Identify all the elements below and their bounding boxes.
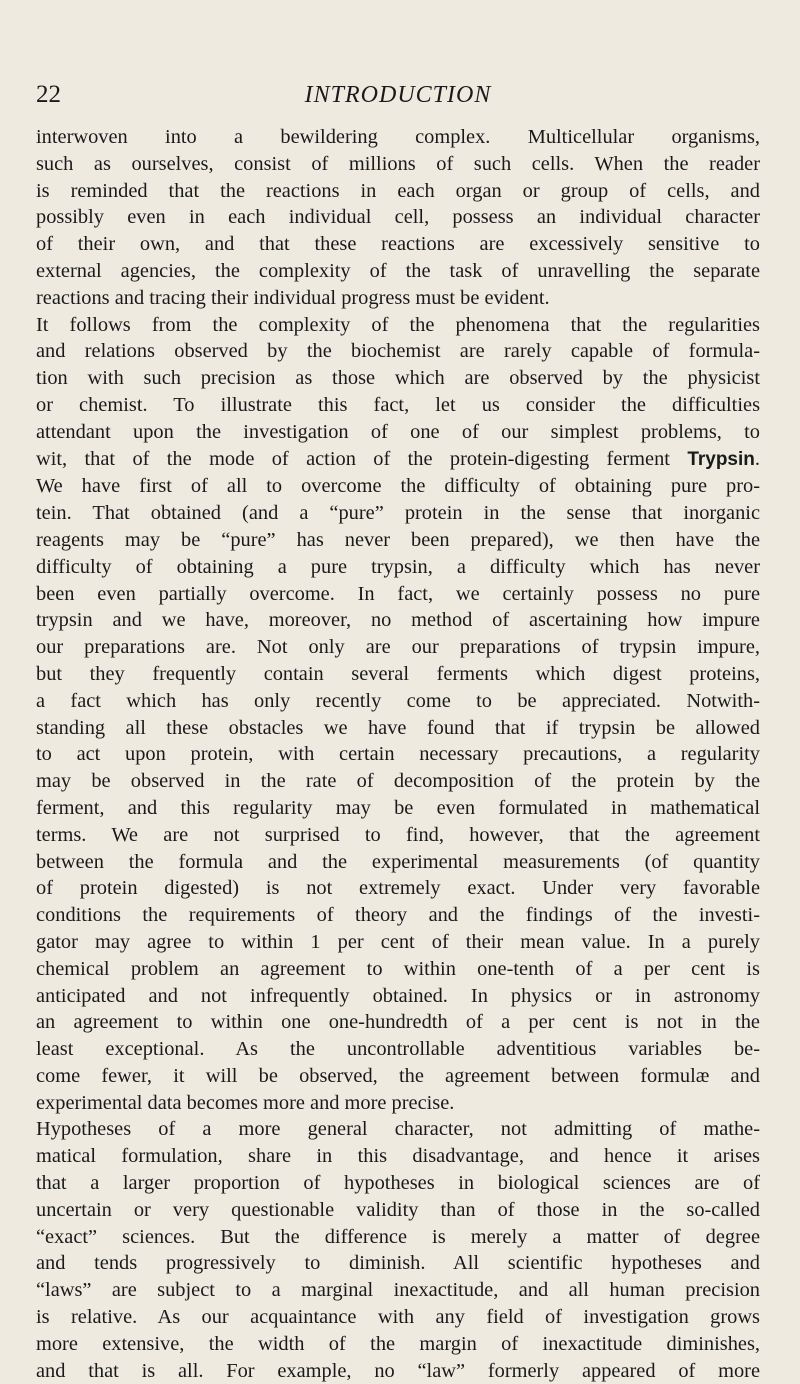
text-line: to act upon protein, with certain necessary precautions, a regularity bbox=[36, 743, 760, 766]
text-line: “laws” are subject to a marginal inexactitude, and all human precision bbox=[36, 1279, 760, 1302]
text-line: standing all these obstacles we have found that if trypsin be allowed bbox=[36, 716, 760, 739]
text-line: an agreement to within one one-hundredth of a per cent is not in the bbox=[36, 1011, 760, 1034]
running-head: INTRODUCTION bbox=[304, 82, 492, 108]
text-line: reactions and tracing their individual progress must be evident. bbox=[36, 286, 550, 309]
text-line: and relations observed by the biochemist are rarely capable of formula- bbox=[36, 340, 760, 363]
paragraph-2 bbox=[36, 312, 760, 1117]
paragraph-1 bbox=[36, 124, 760, 312]
text-line: that a larger proportion of hypotheses in biological sciences are of bbox=[36, 1172, 760, 1195]
text-line: between the formula and the experimental measurements (of quantity bbox=[36, 850, 760, 873]
text-line: of their own, and that these reactions are excessively sensitive to bbox=[36, 233, 760, 256]
text-line: may be observed in the rate of decomposition of the protein by the bbox=[36, 770, 760, 793]
text-line: such as ourselves, consist of millions of such cells. When the reader bbox=[36, 152, 760, 175]
text-line: terms. We are not surprised to find, however, that the agreement bbox=[36, 823, 760, 846]
text-line: experimental data becomes more and more precise. bbox=[36, 1091, 455, 1114]
text-line: is relative. As our acquaintance with any field of investigation grows bbox=[36, 1306, 760, 1329]
text-line: Hypotheses of a more general character, not admitting of mathe- bbox=[36, 1118, 760, 1141]
text-line: is reminded that the reactions in each organ or group of cells, and bbox=[36, 179, 760, 202]
text-line: and that is all. For example, no “law” formerly appeared of more bbox=[36, 1359, 760, 1382]
text-line: our preparations are. Not only are our preparations of trypsin impure, bbox=[36, 636, 760, 659]
text-line: been even partially overcome. In fact, we certainly possess no pure bbox=[36, 582, 760, 605]
text-line: possibly even in each individual cell, possess an individual character bbox=[36, 206, 760, 229]
bold-term-trypsin: Trypsin bbox=[687, 448, 755, 470]
text-line: of protein digested) is not extremely exact. Under very favorable bbox=[36, 877, 760, 900]
text-line: ferment, and this regularity may be even formulated in mathematical bbox=[36, 796, 760, 819]
page-number: 22 bbox=[36, 81, 61, 108]
text-line: tein. That obtained (and a “pure” protein in the sense that inorganic bbox=[36, 502, 760, 525]
text-line: difficulty of obtaining a pure trypsin, a difficulty which has never bbox=[36, 555, 760, 578]
text-segment: wit, that of the mode of action of the protein-digesting ferment bbox=[36, 447, 688, 470]
text-segment: . bbox=[754, 447, 760, 470]
text-line: least exceptional. As the uncontrollable adventitious variables be- bbox=[36, 1038, 760, 1061]
text-line: trypsin and we have, moreover, no method of ascertaining how impure bbox=[36, 609, 760, 632]
text-line: “exact” sciences. But the difference is merely a matter of degree bbox=[36, 1225, 760, 1248]
body-text bbox=[36, 124, 760, 1384]
text-line: and tends progressively to diminish. All scientific hypotheses and bbox=[36, 1252, 760, 1275]
text-line: uncertain or very questionable validity than of those in the so-called bbox=[36, 1198, 760, 1221]
text-line: external agencies, the complexity of the task of unravelling the separate bbox=[36, 259, 760, 282]
page-header bbox=[36, 80, 760, 110]
text-line: come fewer, it will be observed, the agreement between formulæ and bbox=[36, 1064, 760, 1087]
text-line: attendant upon the investigation of one of our simplest problems, to bbox=[36, 420, 760, 443]
paragraph-3 bbox=[36, 1116, 760, 1384]
text-line: or chemist. To illustrate this fact, let us consider the difficulties bbox=[36, 393, 760, 416]
text-line-with-bold bbox=[36, 446, 760, 474]
text-line: more extensive, the width of the margin of inexactitude diminishes, bbox=[36, 1332, 760, 1355]
text-line: tion with such precision as those which are observed by the physicist bbox=[36, 367, 760, 390]
text-line: It follows from the complexity of the phenomena that the regularities bbox=[36, 313, 760, 336]
text-line: reagents may be “pure” has never been prepared), we then have the bbox=[36, 528, 760, 551]
text-line: anticipated and not infrequently obtained. In physics or in astronomy bbox=[36, 984, 760, 1007]
text-line: chemical problem an agreement to within one-tenth of a per cent is bbox=[36, 957, 760, 980]
text-line: interwoven into a bewildering complex. Multicellular organisms, bbox=[36, 126, 760, 148]
text-line: We have first of all to overcome the difficulty of obtaining pure pro- bbox=[36, 475, 760, 498]
text-line: but they frequently contain several ferments which digest proteins, bbox=[36, 662, 760, 685]
text-line: gator may agree to within 1 per cent of their mean value. In a purely bbox=[36, 930, 760, 953]
text-line: conditions the requirements of theory and the findings of the investi- bbox=[36, 904, 760, 927]
text-line: a fact which has only recently come to be appreciated. Notwith- bbox=[36, 689, 760, 712]
text-line: matical formulation, share in this disadvantage, and hence it arises bbox=[36, 1145, 760, 1168]
